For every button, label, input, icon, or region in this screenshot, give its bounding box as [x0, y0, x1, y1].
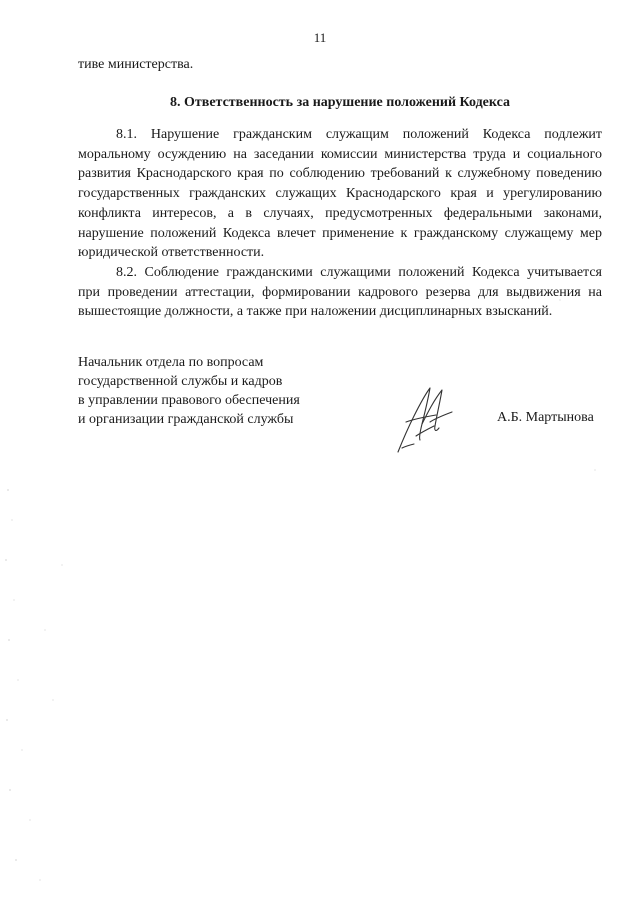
signer-name: А.Б. Мартынова: [497, 410, 594, 425]
section-heading: 8. Ответственность за нарушение положений Кодекса: [170, 95, 510, 110]
signatory-position: [78, 353, 300, 429]
position-line: в управлении правового обеспечения: [78, 393, 300, 408]
section-body: [78, 125, 602, 322]
position-line: государственной службы и кадров: [78, 374, 283, 389]
paragraph-8-1: 8.1. Нарушение гражданским служащим положений Кодекса подлежит моральному осуждению на заседании комиссии министерства труда и социального развития Краснодарского края по соблюдению требований к служебному поведению государственных гражданских служащих Краснодарского края и урегулированию конфликта интересов, а в случаях, предусмотренных федеральными законами, нарушение положений Кодекса влечет применение к гражданскому служащему мер юридической ответственности.: [78, 127, 602, 261]
position-line: и организации гражданской службы: [78, 412, 294, 427]
carry-over-text: тиве министерства.: [78, 57, 194, 72]
page-number: 11: [313, 30, 327, 45]
handwritten-signature: [392, 382, 456, 456]
position-line: Начальник отдела по вопросам: [78, 355, 264, 370]
paragraph-8-2: 8.2. Соблюдение гражданскими служащими положений Кодекса учитывается при проведении аттестации, формировании кадрового резерва для выдвижения на вышестоящие должности, а также при наложении дисциплинарных взысканий.: [78, 264, 602, 320]
